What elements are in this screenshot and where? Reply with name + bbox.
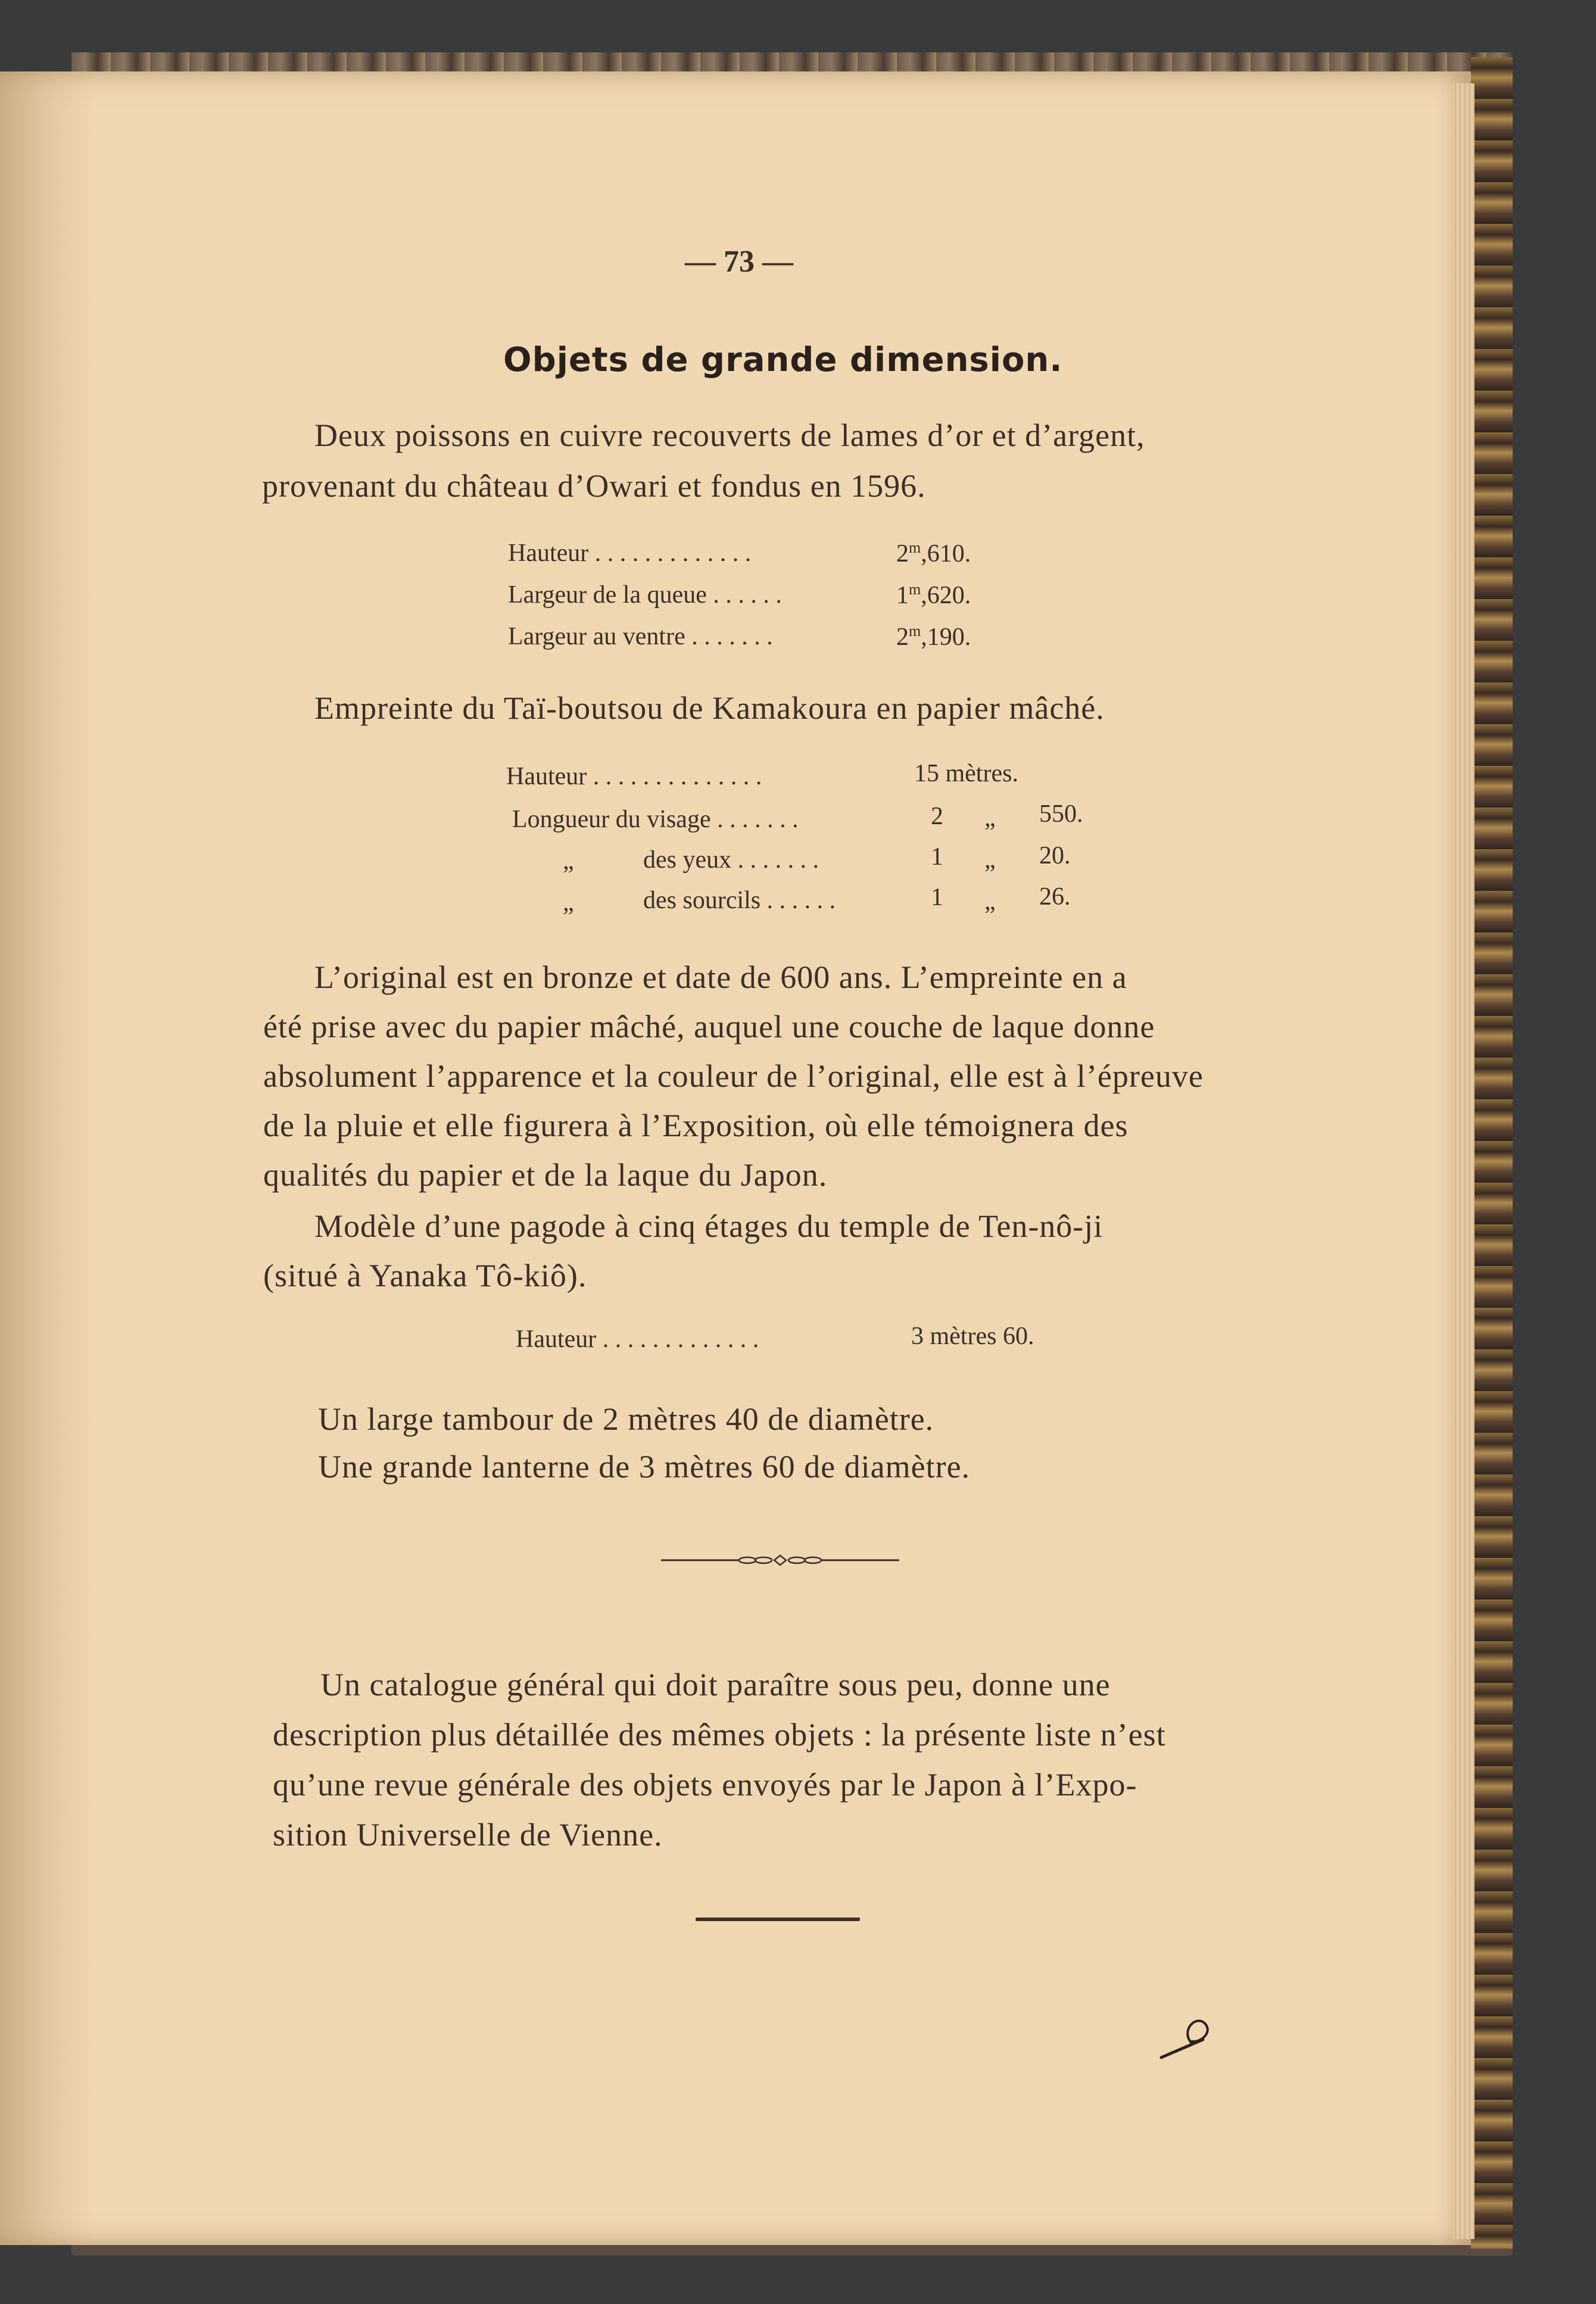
ditto-mark: „ [984,805,996,832]
paragraph-1-line-1: Deux poissons en cuivre recouverts de lames d’or et d’argent, [314,417,1145,453]
paragraph-3-line-2: été prise avec du papier mâché, auquel une couche de laque donne [263,1009,1155,1045]
handwritten-mark [1155,2007,1233,2066]
ornamental-divider [661,1554,899,1566]
paragraph-4-line-2: (situé à Yanaka Tô-kiô). [263,1258,587,1293]
spec-value: 2$^m$,610. [896,539,971,568]
spec-label: Largeur au ventre . . . . . . . [508,623,773,650]
paragraph-3-line-5: qualités du papier et de la laque du Japon. [263,1157,828,1193]
spec-label: Hauteur . . . . . . . . . . . . . [516,1326,759,1353]
spec-value: 1 [931,843,943,871]
page-edge [1453,83,1475,2239]
paragraph-4-line-1: Modèle d’une pagode à cinq étages du temple de Ten-nô-ji [314,1208,1104,1244]
cover-marbled-edge [1471,57,1513,2249]
spec-label: Longueur du visage . . . . . . . [512,806,799,833]
paragraph-2: Empreinte du Taï-boutsou de Kamakoura en papier mâché. [314,690,1105,726]
paragraph-3-line-4: de la pluie et elle figurera à l’Exposition, où elle témoignera des [263,1108,1129,1143]
spec-extra: 20. [1039,842,1071,869]
paragraph-1-line-2: provenant du château d’Owari et fondus en 1596. [262,468,926,504]
spec-value: 15 mètres. [914,760,1018,787]
spec-label: des sourcils . . . . . . [643,887,836,914]
spec-value: 1 [931,884,943,911]
ditto-mark: „ [984,888,996,915]
spec-extra: 26. [1039,883,1071,911]
spec-value: 3 mètres 60. [911,1323,1034,1350]
spec-value: 2 [931,803,943,830]
page-gutter [0,71,95,2245]
spec-label: Largeur de la queue . . . . . . [508,581,782,609]
closing-rule [696,1918,860,1921]
paragraph-3-line-1: L’original est en bronze et date de 600 ans. L’empreinte en a [314,959,1127,995]
paragraph-6-line-2: description plus détaillée des mêmes objets : la présente liste n’est [273,1717,1166,1753]
ditto-mark: „ [563,847,574,875]
ditto-mark: „ [984,846,996,874]
ditto-mark: „ [563,889,574,916]
section-heading: Objets de grande dimension. [503,341,1063,379]
paragraph-5-line-1: Un large tambour de 2 mètres 40 de diamètre. [318,1401,934,1437]
spec-label: des yeux . . . . . . . [643,846,819,874]
spec-value: 2$^m$,190. [896,622,971,651]
spec-label: Hauteur . . . . . . . . . . . . . [508,540,752,567]
spec-label: Hauteur . . . . . . . . . . . . . . [506,763,762,790]
spec-extra: 550. [1039,800,1083,828]
paragraph-6-line-3: qu’une revue générale des objets envoyés par le Japon à l’Expo- [273,1767,1137,1803]
paragraph-6-line-4: sition Universelle de Vienne. [273,1817,663,1853]
paragraph-3-line-3: absolument l’apparence et la couleur de l’original, elle est à l’épreuve [263,1058,1204,1094]
spec-value: 1$^m$,620. [896,581,971,609]
paragraph-6-line-1: Un catalogue général qui doit paraître sous peu, donne une [320,1667,1111,1703]
paragraph-5-line-2: Une grande lanterne de 3 mètres 60 de diamètre. [318,1449,971,1485]
